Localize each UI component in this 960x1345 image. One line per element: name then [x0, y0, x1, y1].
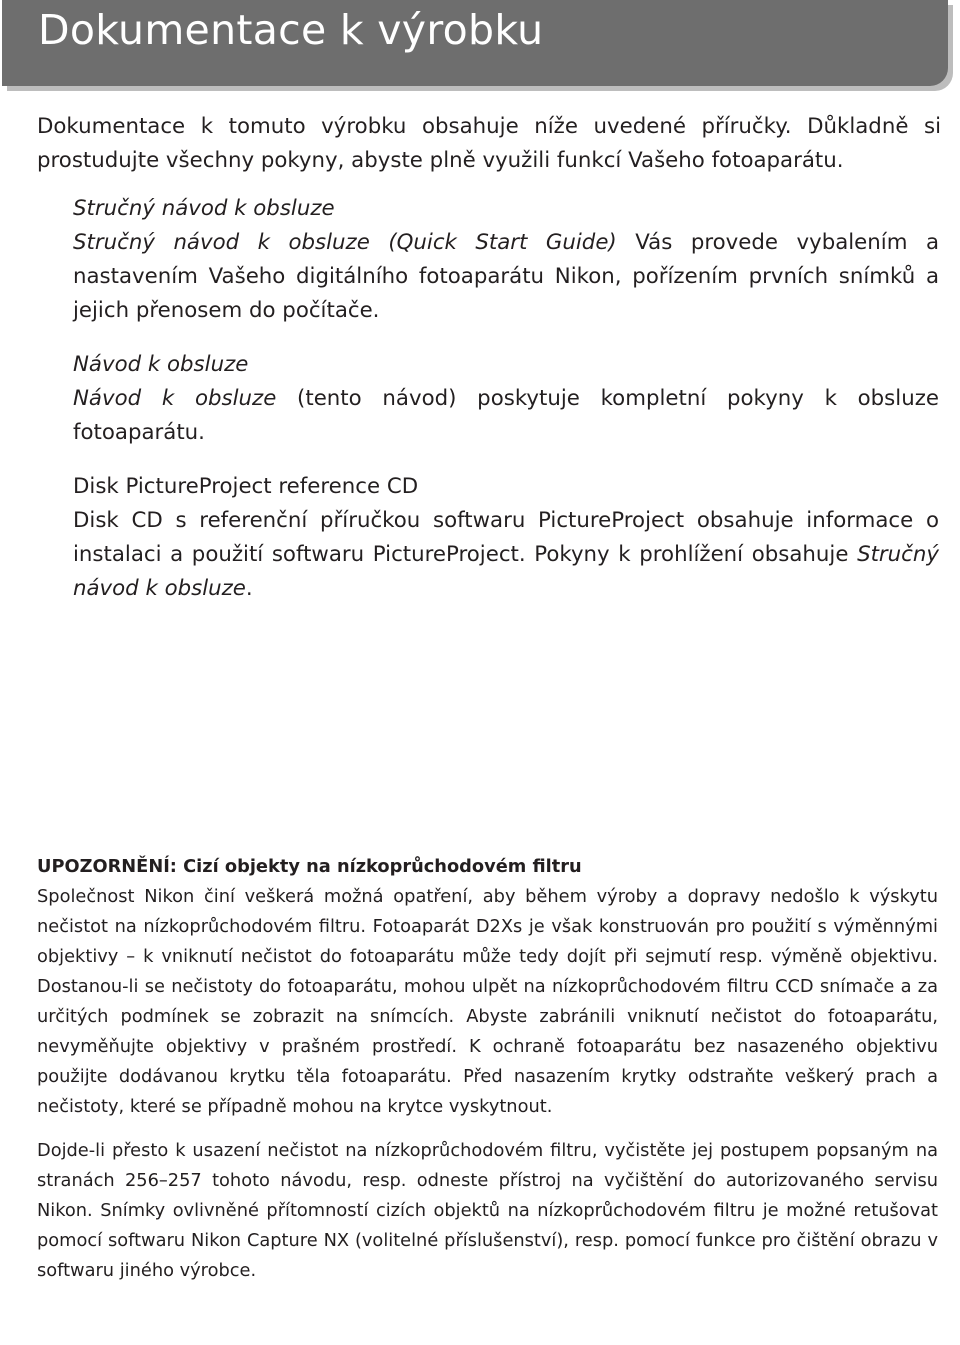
- manual-entry-lead: Návod k obsluze: [73, 386, 277, 411]
- manual-entry-title: Návod k obsluze: [73, 352, 249, 377]
- manual-entry-quick-start: [73, 192, 939, 328]
- manual-entry-body: Disk CD s referenční příručkou softwaru PictureProject obsahuje informace o instalaci a použití softwaru PictureProject. Pokyny k prohlížení obsahuje: [73, 508, 939, 567]
- page-header-bar: [2, 0, 948, 86]
- manual-entry-tail: Stručný návod k obsluze: [73, 542, 939, 601]
- warning-section: [37, 852, 938, 1300]
- manual-entry-user-manual: [73, 348, 939, 450]
- manual-entry-lead: Stručný návod k obsluze (Quick Start Guide): [73, 230, 617, 255]
- warning-title: UPOZORNĚNÍ: Cizí objekty na nízkoprůchodovém filtru: [37, 856, 582, 877]
- manual-entry-body: (tento návod) poskytuje kompletní pokyny k obsluze fotoaparátu.: [73, 386, 939, 445]
- manual-entry-reference-cd: [73, 470, 939, 606]
- page-title: Dokumentace k výrobku: [38, 6, 544, 54]
- manual-entry-title: Disk PictureProject reference CD: [73, 474, 419, 499]
- intro-paragraph: Dokumentace k tomuto výrobku obsahuje níže uvedené příručky. Důkladně si prostudujte všechny pokyny, abyste plně využili funkcí Vašeho fotoaparátu.: [37, 114, 941, 173]
- manual-list: [73, 192, 939, 626]
- warning-paragraph: Dojde-li přesto k usazení nečistot na nízkoprůchodovém filtru, vyčistěte jej postupem popsaným na stranách 256–257 tohoto návodu, resp. odneste přístroj na vyčištění do autorizovaného servisu Nikon. Snímky ovlivněné přítomností cizích objektů na nízkoprůchodovém filtru je možné retušovat pomocí softwaru Nikon Capture NX (volitelné příslušenství), resp. pomocí funkce pro čištění obrazu v softwaru jiného výrobce.: [37, 1140, 938, 1281]
- manual-entry-tail-end: .: [245, 576, 253, 601]
- manual-entry-title: Stručný návod k obsluze: [73, 196, 335, 221]
- warning-paragraph: Společnost Nikon činí veškerá možná opatření, aby během výroby a dopravy nedošlo k výskytu nečistot na nízkoprůchodovém filtru. Fotoaparát D2Xs je však konstruován pro použití s výměnnými objektivy – k vniknutí nečistot do fotoaparátu může tedy dojít při sejmutí resp. výměně objektivu. Dostanou-li se nečistoty do fotoaparátu, mohou ulpět na nízkoprůchodovém filtru CCD snímače a za určitých podmínek se zobrazit na snímcích. Abyste zabránili vniknutí nečistot do fotoaparátu, nevyměňujte objektivy v prašném prostředí. K ochraně fotoaparátu bez nasazeného objektivu použijte dodávanou krytku těla fotoaparátu. Před nasazením krytky odstraňte veškerý prach a nečistoty, které se případně mohou na krytce vyskytnout.: [37, 886, 938, 1117]
- manual-entry-body: Vás provede vybalením a nastavením Vašeho digitálního fotoaparátu Nikon, pořízením prvních snímků a jejich přenosem do počítače.: [73, 230, 940, 323]
